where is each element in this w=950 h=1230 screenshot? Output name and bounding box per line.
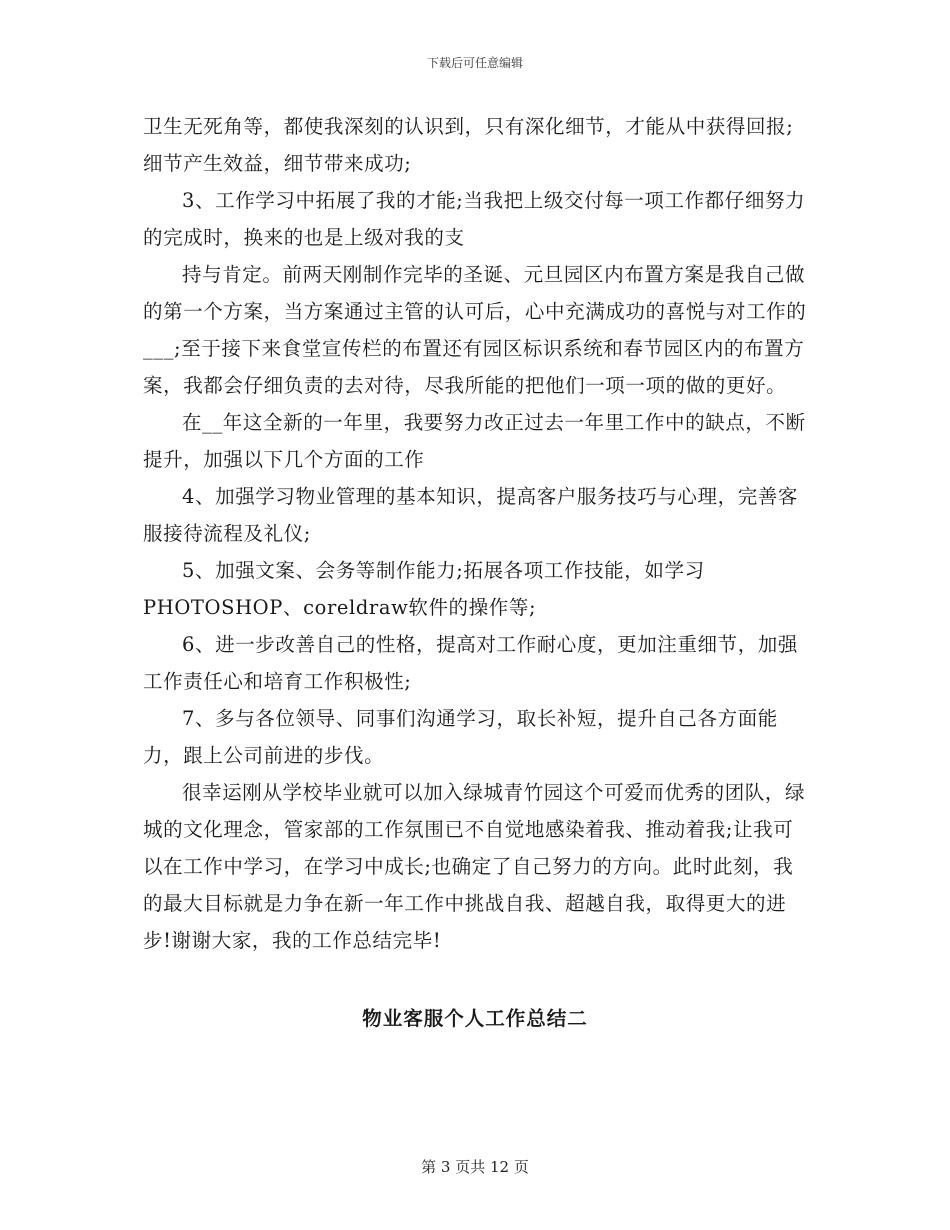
section-title: 物业客服个人工作总结二 [362,1007,588,1030]
paragraph-2: 3、工作学习中拓展了我的才能;当我把上级交付每一项工作都仔细努力的完成时，换来的也是上级对我的支 [143,189,806,249]
page-number: 第 3 页共 12 页 [421,1158,529,1176]
paragraph-8: 7、多与各位领导、同事们沟通学习，取长补短，提升自己各方面能力，跟上公司前进的步伐。 [143,707,778,767]
paragraph-4: 在__年这全新的一年里，我要努力改正过去一年里工作中的缺点，不断提升，加强以下几个方面的工作 [143,411,806,471]
paragraph-6: 5、加强文案、会务等制作能力;拓展各项工作技能，如学习PHOTOSHOP、coreldraw软件的操作等; [143,559,705,619]
header-note: 下载后可任意编辑 [426,56,523,70]
document-body [143,108,813,959]
paragraph-9: 很幸运刚从学校毕业就可以加入绿城青竹园这个可爱而优秀的团队，绿城的文化理念，管家部的工作氛围已不自觉地感染着我、推动着我;让我可以在工作中学习，在学习中成长;也确定了自己努力的方向。此时此刻，我的最大目标就是力争在新一年工作中挑战自我、超越自我，取得更大的进步!谢谢大家，我的工作总结完毕! [143,781,806,952]
paragraph-1: 卫生无死角等，都使我深刻的认识到，只有深化细节，才能从中获得回报;细节产生效益，细节带来成功; [143,115,794,175]
paragraph-7: 6、进一步改善自己的性格，提高对工作耐心度，更加注重细节，加强工作责任心和培育工作积极性; [143,633,799,693]
paragraph-5: 4、加强学习物业管理的基本知识，提高客户服务技巧与心理，完善客服接待流程及礼仪; [143,485,799,545]
paragraph-3: 持与肯定。前两天刚制作完毕的圣诞、元旦园区内布置方案是我自己做的第一个方案，当方案通过主管的认可后，心中充满成功的喜悦与对工作的___;至于接下来食堂宣传栏的布置还有园区标识系统和春节园区内的布置方案，我都会仔细负责的去对待，尽我所能的把他们一项一项的做的更好。 [143,263,807,397]
